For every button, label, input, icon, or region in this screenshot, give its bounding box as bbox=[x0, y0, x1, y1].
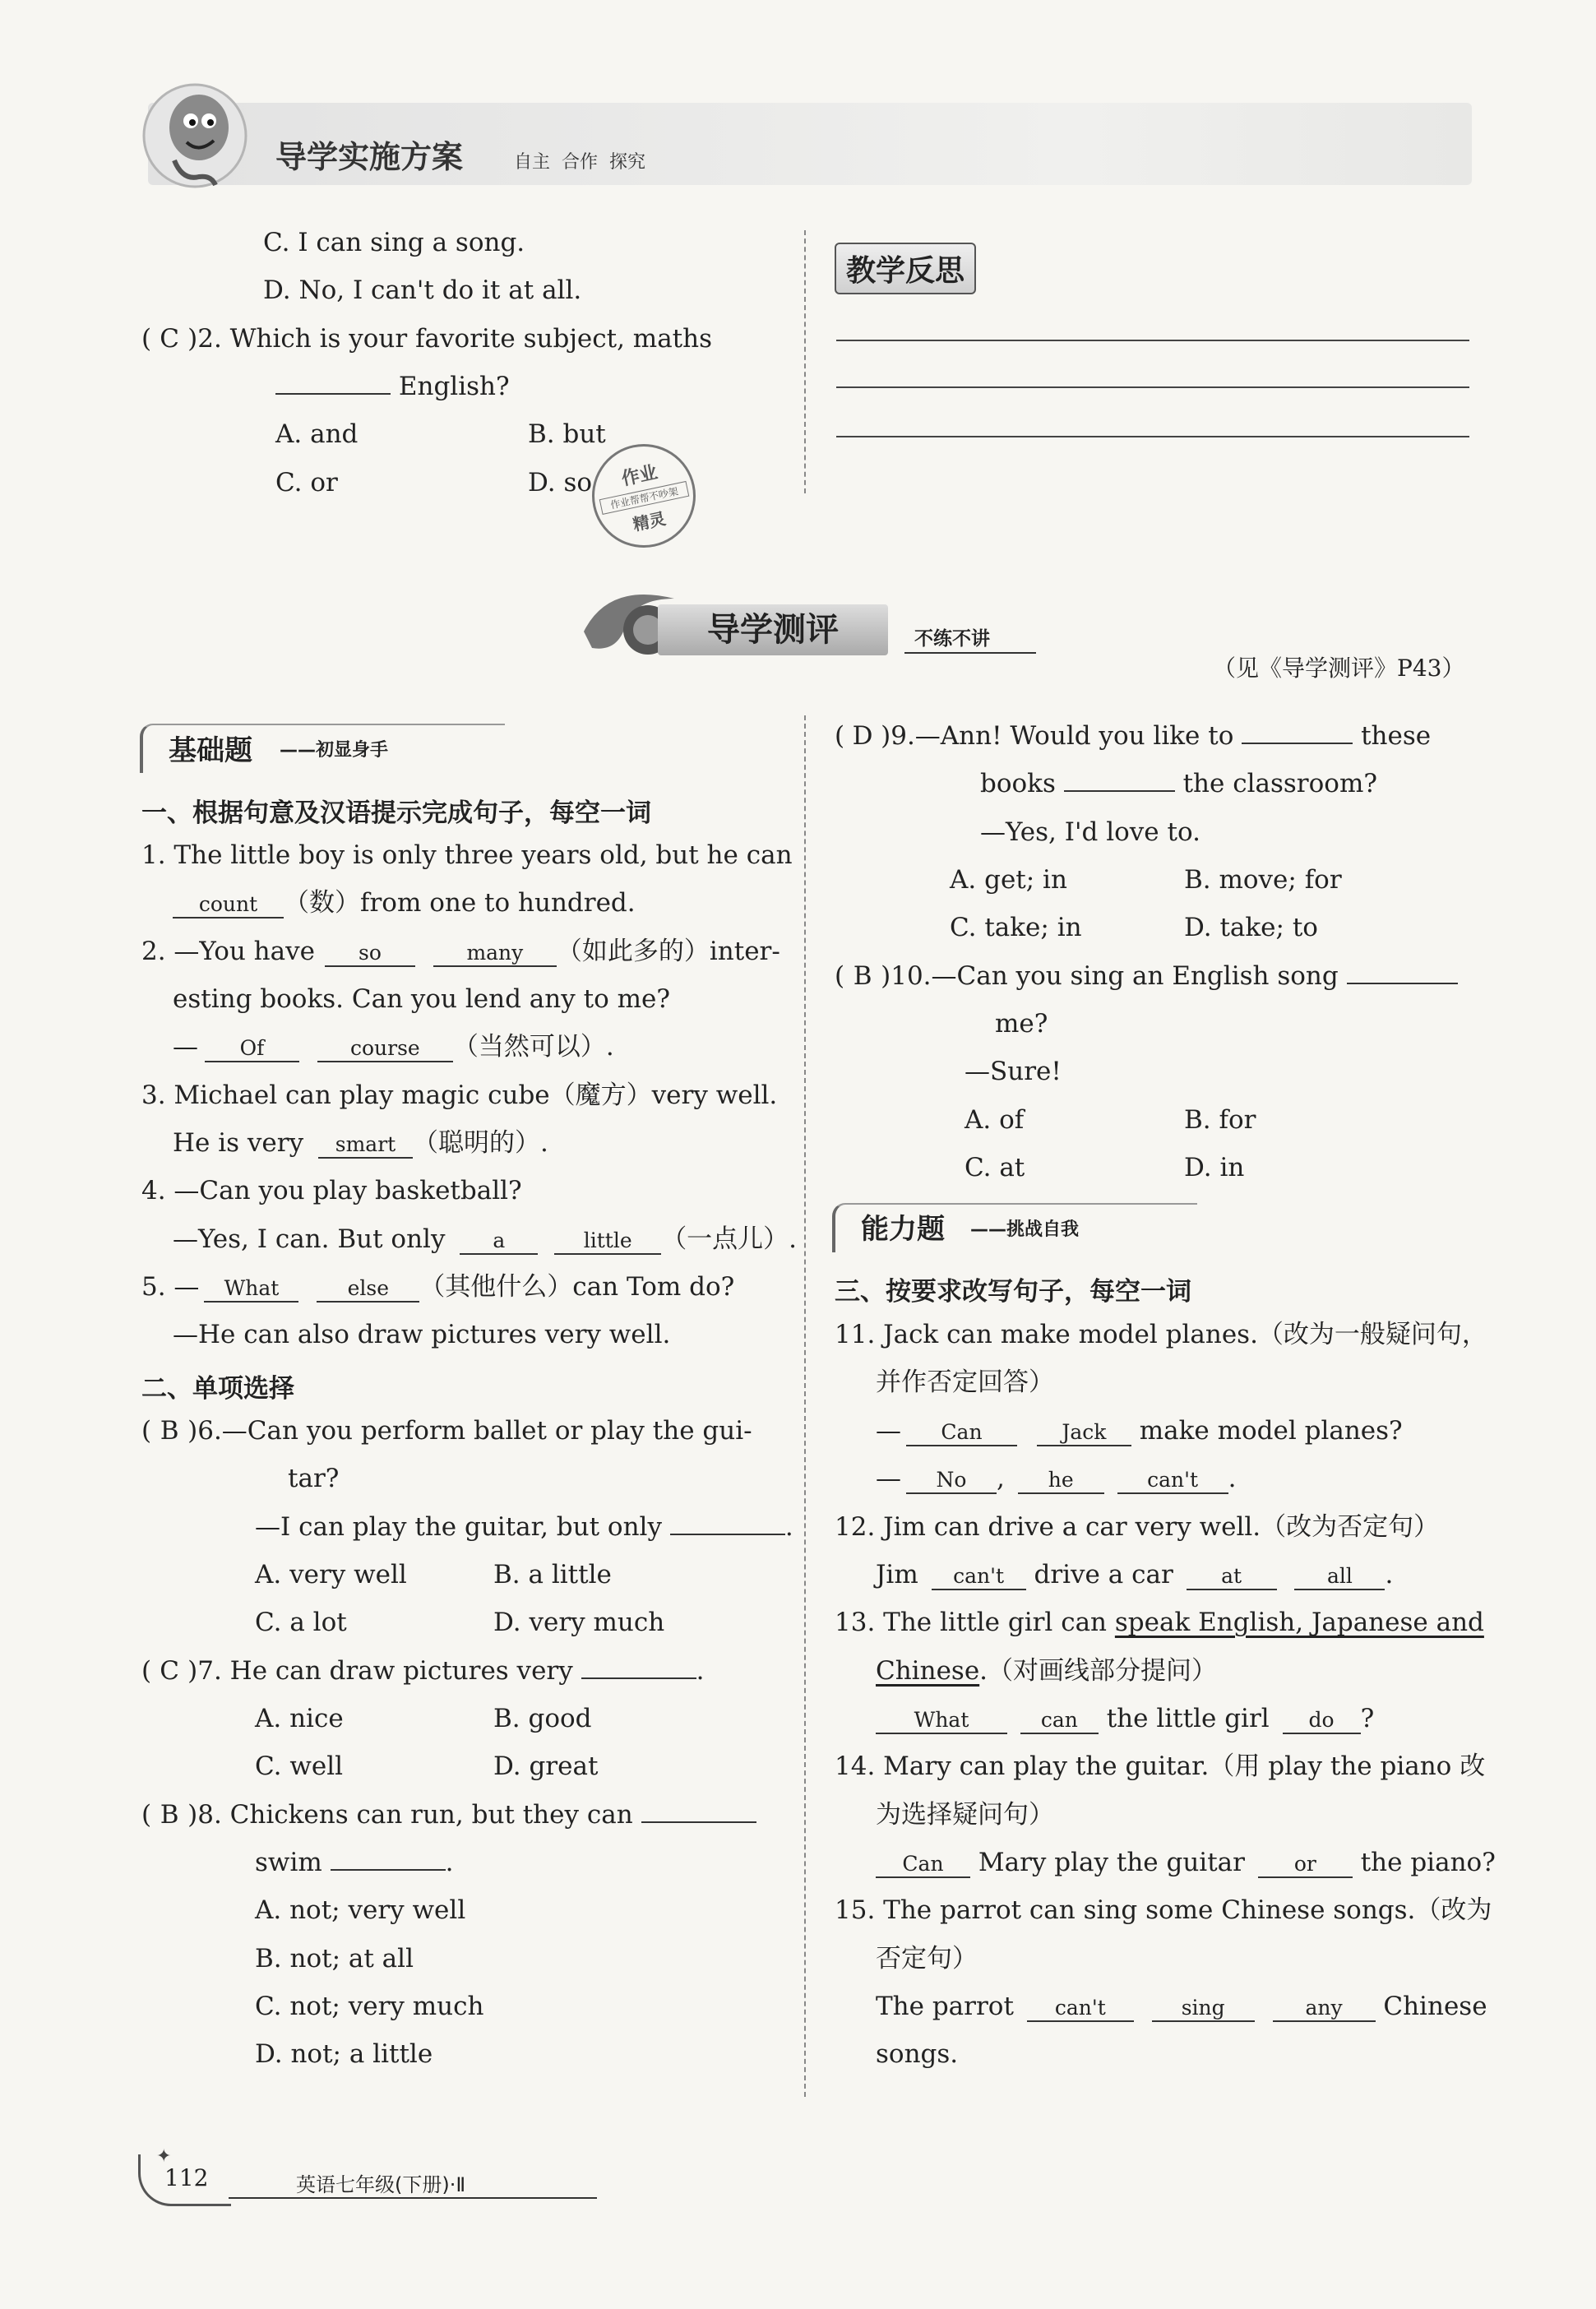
reflection-title: 教学反思 bbox=[835, 243, 976, 294]
answer-blank[interactable]: Can bbox=[876, 1852, 970, 1878]
answer-blank[interactable]: No bbox=[906, 1468, 997, 1494]
answer-blank[interactable]: course bbox=[317, 1036, 453, 1062]
answer-blank[interactable]: Jack bbox=[1037, 1420, 1131, 1446]
mc-question-9-line2: books the classroom? bbox=[980, 769, 1377, 798]
choice-a: A. very well bbox=[255, 1560, 407, 1589]
choice-a: A. get; in bbox=[950, 865, 1067, 895]
answer-blank[interactable] bbox=[670, 1534, 785, 1535]
question-2-line2: English? bbox=[275, 370, 510, 403]
fill-question-5: 5. — What else （其他什么）can Tom do? bbox=[141, 1272, 735, 1302]
answer-blank[interactable]: or bbox=[1258, 1852, 1353, 1878]
answer-blank[interactable]: do bbox=[1283, 1708, 1361, 1734]
answer-blank[interactable] bbox=[275, 393, 391, 395]
fill-question-1: 1. The little boy is only three years old, but he can bbox=[141, 840, 793, 870]
rewrite-question-14-answer: Can Mary play the guitar or the piano? bbox=[876, 1846, 1496, 1879]
banner-tag: 不练不讲 bbox=[914, 628, 990, 650]
choice-a: A. not; very well bbox=[255, 1895, 466, 1925]
basic-heading: 基础题 bbox=[169, 734, 252, 767]
reflection-line[interactable] bbox=[836, 340, 1469, 341]
answer-blank[interactable]: else bbox=[317, 1276, 419, 1303]
rewrite-question-15-line4: songs. bbox=[876, 2039, 959, 2069]
ability-slogan: ——挑战自我 bbox=[970, 1219, 1080, 1240]
choice-a: A. of bbox=[965, 1105, 1025, 1135]
basic-slogan: ——初显身手 bbox=[280, 740, 389, 761]
part1-heading: 一、根据句意及汉语提示完成句子，每空一词 bbox=[141, 798, 651, 828]
answer-blank[interactable]: little bbox=[554, 1229, 661, 1255]
mc-question-6-line3: —I can play the guitar, but only . bbox=[255, 1512, 793, 1542]
rewrite-question-11: 11. Jack can make model planes.（改为一般疑问句， bbox=[835, 1320, 1487, 1349]
mc-question-10: ( B )10.—Can you sing an English song bbox=[835, 960, 1458, 993]
choice-c: C. a lot bbox=[255, 1608, 347, 1637]
banner-reference: （见《导学测评》P43） bbox=[1213, 655, 1465, 682]
answer-blank[interactable]: sing bbox=[1152, 1996, 1255, 2022]
choice-d: D. very much bbox=[493, 1608, 665, 1637]
fill-question-4: 4. —Can you play basketball? bbox=[141, 1176, 522, 1205]
rewrite-question-12: 12. Jim can drive a car very well.（改为否定句） bbox=[835, 1512, 1440, 1542]
choice-d: D. so bbox=[528, 468, 593, 497]
fill-question-1-line2: count （数）from one to hundred. bbox=[173, 886, 636, 919]
answer-blank[interactable]: can bbox=[1020, 1708, 1099, 1734]
reflection-line[interactable] bbox=[836, 436, 1469, 437]
rewrite-question-13-line2: Chinese.（对画线部分提问） bbox=[876, 1656, 1218, 1686]
rewrite-question-11-line2: 并作否定回答） bbox=[876, 1367, 1054, 1397]
choice-b: B. a little bbox=[493, 1560, 612, 1589]
choice-c: C. or bbox=[275, 468, 338, 497]
fill-question-2-line2: esting books. Can you lend any to me? bbox=[173, 984, 670, 1014]
answer-mark: C bbox=[160, 324, 179, 354]
mc-question-8: ( B )8. Chickens can run, but they can bbox=[141, 1798, 756, 1831]
answer-blank[interactable]: so bbox=[325, 941, 415, 967]
fill-question-3: 3. Michael can play magic cube（魔方）very well. bbox=[141, 1080, 778, 1110]
choice-c: C. take; in bbox=[950, 913, 1082, 942]
rewrite-question-13-answer: What can the little girl do ? bbox=[876, 1702, 1374, 1735]
answer-blank[interactable] bbox=[1242, 743, 1353, 744]
ability-heading: 能力题 bbox=[861, 1213, 945, 1246]
rewrite-question-15-answer: The parrot can't sing any Chinese bbox=[876, 1992, 1487, 2021]
choice-d: D. not; a little bbox=[255, 2039, 433, 2069]
choice-b: B. move; for bbox=[1184, 865, 1342, 895]
answer-blank[interactable]: can't bbox=[1027, 1996, 1134, 2022]
answer-blank[interactable]: many bbox=[433, 941, 557, 967]
part3-heading: 三、按要求改写句子，每空一词 bbox=[835, 1277, 1191, 1307]
choice-b: B. good bbox=[493, 1704, 592, 1733]
choice-a: A. nice bbox=[255, 1704, 344, 1733]
choice-d: D. great bbox=[493, 1751, 599, 1781]
rewrite-question-11-answer2: — No , he can't . bbox=[876, 1464, 1237, 1493]
mc-question-9-line3: —Yes, I'd love to. bbox=[980, 817, 1200, 847]
option-c: C. I can sing a song. bbox=[263, 228, 525, 257]
fill-question-2-line3: — Of course （当然可以）. bbox=[173, 1032, 614, 1062]
page-number: 112 bbox=[164, 2164, 209, 2191]
answer-blank[interactable]: Of bbox=[205, 1036, 299, 1062]
choice-b: B. for bbox=[1184, 1105, 1256, 1135]
stamp: 作业 作业帮帮不吵架 精灵 bbox=[582, 434, 705, 557]
answer-blank[interactable] bbox=[1347, 983, 1458, 984]
rewrite-question-13: 13. The little girl can speak English, Japanese and bbox=[835, 1608, 1484, 1637]
column-divider bbox=[804, 230, 806, 493]
header-subtitle: 自主 合作 探究 bbox=[514, 152, 645, 173]
answer-blank[interactable]: at bbox=[1187, 1564, 1277, 1590]
banner-underline bbox=[904, 652, 1036, 654]
answer-blank[interactable] bbox=[1064, 790, 1175, 792]
choice-c: C. at bbox=[965, 1153, 1025, 1182]
choice-c: C. well bbox=[255, 1751, 344, 1781]
answer-blank[interactable]: a bbox=[460, 1229, 538, 1255]
banner-title: 导学测评 bbox=[658, 604, 888, 655]
answer-blank[interactable]: can't bbox=[932, 1564, 1026, 1590]
mc-question-8-line2: swim . bbox=[255, 1848, 454, 1877]
column-divider bbox=[804, 715, 806, 2097]
footer-book: 英语七年级(下册)·Ⅱ bbox=[296, 2173, 466, 2196]
answer-blank[interactable]: all bbox=[1294, 1564, 1385, 1590]
option-d: D. No, I can't do it at all. bbox=[263, 275, 582, 305]
choice-d: D. in bbox=[1184, 1153, 1245, 1182]
answer-blank[interactable]: Can bbox=[906, 1420, 1017, 1446]
answer-blank[interactable] bbox=[581, 1677, 696, 1679]
question-2: ( C )2. Which is your favorite subject, maths bbox=[141, 324, 713, 354]
answer-blank[interactable] bbox=[641, 1821, 756, 1823]
choice-d: D. take; to bbox=[1184, 913, 1318, 942]
header-title: 导学实施方案 bbox=[275, 139, 464, 175]
choice-a: A. and bbox=[275, 419, 359, 449]
fill-question-2: 2. —You have so many （如此多的）inter- bbox=[141, 937, 780, 966]
rewrite-question-15-line2: 否定句） bbox=[876, 1944, 978, 1974]
sparkle-icon: ✦ bbox=[156, 2146, 172, 2167]
rewrite-question-14-line2: 为选择疑问句） bbox=[876, 1800, 1054, 1830]
answer-blank[interactable]: smart bbox=[318, 1132, 413, 1159]
answer-blank[interactable]: count bbox=[173, 892, 284, 919]
footer-rule bbox=[229, 2197, 597, 2199]
answer-blank[interactable] bbox=[331, 1869, 446, 1871]
fill-question-3-line2: He is very smart （聪明的）. bbox=[173, 1128, 548, 1158]
mascot-icon bbox=[141, 78, 248, 193]
mc-question-7: ( C )7. He can draw pictures very . bbox=[141, 1656, 705, 1686]
rewrite-question-12-answer: Jim can't drive a car at all . bbox=[876, 1560, 1394, 1589]
answer-blank[interactable]: can't bbox=[1117, 1468, 1228, 1494]
choice-b: B. not; at all bbox=[255, 1944, 414, 1974]
part2-heading: 二、单项选择 bbox=[141, 1374, 294, 1404]
mc-question-9: ( D )9.—Ann! Would you like to these bbox=[835, 721, 1432, 751]
rewrite-question-11-answer1: — Can Jack make model planes? bbox=[876, 1416, 1403, 1446]
fill-question-4-line2: —Yes, I can. But only a little （一点儿）. bbox=[173, 1224, 798, 1254]
choice-c: C. not; very much bbox=[255, 1992, 484, 2021]
fill-question-5-line2: —He can also draw pictures very well. bbox=[173, 1320, 671, 1349]
choice-b: B. but bbox=[528, 419, 606, 449]
mc-question-6: ( B )6.—Can you perform ballet or play the gui- bbox=[141, 1416, 752, 1446]
answer-blank[interactable]: he bbox=[1018, 1468, 1104, 1494]
mc-question-6-line2: tar? bbox=[288, 1464, 340, 1493]
rewrite-question-15: 15. The parrot can sing some Chinese songs.（改为 bbox=[835, 1895, 1492, 1925]
mc-question-10-line2: me? bbox=[995, 1009, 1048, 1039]
answer-blank[interactable]: What bbox=[876, 1708, 1007, 1734]
rewrite-question-14: 14. Mary can play the guitar.（用 play the piano 改 bbox=[835, 1751, 1486, 1781]
answer-blank[interactable]: any bbox=[1273, 1996, 1376, 2022]
reflection-line[interactable] bbox=[836, 386, 1469, 388]
answer-blank[interactable]: What bbox=[204, 1276, 298, 1303]
mc-question-10-line3: —Sure! bbox=[965, 1057, 1062, 1086]
